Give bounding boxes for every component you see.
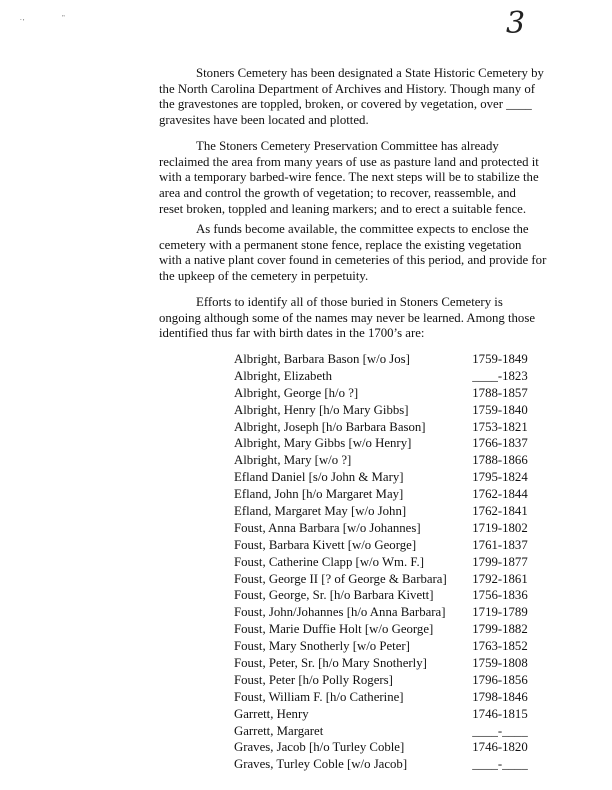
burial-dates: 1761-1837: [472, 537, 528, 552]
burial-dates: ____-1823: [472, 368, 528, 383]
burial-name: Graves, Turley Coble [w/o Jacob]: [234, 757, 408, 772]
burial-name: Foust, Barbara Kivett [w/o George]: [234, 537, 417, 552]
paragraph-line: reclaimed the area from many years of use as pasture land and protected it: [159, 154, 539, 169]
paragraph-line: with a native plant cover found in cemeteries of this period, and provide for: [159, 253, 547, 268]
burial-dates: 1762-1841: [472, 504, 528, 519]
burial-name: Graves, Jacob [h/o Turley Coble]: [234, 740, 405, 755]
burial-name: Efland Daniel [s/o John & Mary]: [234, 470, 404, 485]
scan-speck-right: ": [62, 14, 66, 22]
burial-name: Efland, Margaret May [w/o John]: [234, 504, 407, 519]
list-item: [234, 572, 564, 589]
burial-dates: 1753-1821: [472, 419, 528, 434]
paragraph-funds: [159, 222, 559, 285]
burial-dates: 1762-1844: [472, 487, 528, 502]
list-item: [234, 487, 564, 504]
list-item: [234, 403, 564, 420]
burial-name: Foust, Catherine Clapp [w/o Wm. F.]: [234, 554, 424, 569]
paragraph-line: As funds become available, the committee expects to enclose the: [196, 222, 529, 236]
list-item: [234, 386, 564, 403]
paragraph-designation: [159, 66, 559, 129]
burial-name: Foust, John/Johannes [h/o Anna Barbara]: [234, 605, 446, 620]
burial-dates: 1799-1882: [472, 622, 528, 637]
list-item: [234, 690, 564, 707]
list-item: [234, 521, 564, 538]
list-item: [234, 673, 564, 690]
burial-name: Efland, John [h/o Margaret May]: [234, 487, 404, 502]
paragraph-line: Stoners Cemetery has been designated a State Historic Cemetery by: [196, 66, 544, 80]
burial-dates: 1799-1877: [472, 554, 528, 569]
paragraph-line: with a temporary barbed-wire fence. The next steps will be to stabilize the: [159, 170, 539, 185]
burial-dates: 1719-1789: [472, 605, 528, 620]
list-item: [234, 707, 564, 724]
burial-dates: 1763-1852: [472, 639, 528, 654]
burial-name: Albright, Henry [h/o Mary Gibbs]: [234, 402, 409, 417]
list-item: [234, 724, 564, 741]
paragraph-line: The Stoners Cemetery Preservation Committee has already: [196, 139, 499, 153]
burial-dates: 1788-1866: [472, 453, 528, 468]
burial-name: Foust, Mary Snotherly [w/o Peter]: [234, 639, 410, 654]
burial-name: Foust, George II [? of George & Barbara]: [234, 571, 447, 586]
list-item: [234, 622, 564, 639]
burial-name: Albright, Elizabeth: [234, 368, 333, 383]
burial-name: Albright, George [h/o ?]: [234, 385, 359, 400]
burial-dates: 1796-1856: [472, 672, 528, 687]
list-item: [234, 605, 564, 622]
burial-dates: ____-____: [472, 723, 528, 738]
paragraph-line: identified thus far with birth dates in the 1700’s are:: [159, 326, 425, 341]
list-item: [234, 588, 564, 605]
list-item: [234, 436, 564, 453]
paragraph-efforts: [159, 295, 559, 342]
paragraph-line: the upkeep of the cemetery in perpetuity.: [159, 269, 369, 284]
burial-name: Albright, Barbara Bason [w/o Jos]: [234, 352, 410, 366]
paragraph-line: the gravestones are toppled, broken, or covered by vegetation, over ____: [159, 97, 532, 112]
burial-dates: 1759-1849: [472, 352, 528, 366]
burial-name: Albright, Mary [w/o ?]: [234, 453, 352, 468]
burial-dates: 1795-1824: [472, 470, 528, 485]
paragraph-line: ongoing although some of the names may never be learned. Among those: [159, 310, 535, 325]
page-number: 3: [506, 6, 526, 41]
burial-name: Foust, Peter, Sr. [h/o Mary Snotherly]: [234, 656, 427, 671]
paragraph-line: the North Carolina Department of Archives and History. Though many of: [159, 81, 536, 96]
burial-name: Foust, William F. [h/o Catherine]: [234, 689, 404, 704]
burial-name: Foust, Marie Duffie Holt [w/o George]: [234, 622, 434, 637]
list-item: [234, 453, 564, 470]
paragraph-line: gravesites have been located and plotted.: [159, 113, 369, 128]
burial-name: Foust, Anna Barbara [w/o Johannes]: [234, 520, 421, 535]
burial-name: Garrett, Henry: [234, 706, 309, 721]
list-item: [234, 420, 564, 437]
list-item: [234, 504, 564, 521]
paragraph-line: area and control the growth of vegetation; to recover, reassemble, and: [159, 186, 516, 201]
burial-dates: 1746-1815: [472, 706, 528, 721]
paragraph-line: reset broken, toppled and leaning markers; and to erect a suitable fence.: [159, 201, 527, 216]
burial-dates: 1746-1820: [472, 740, 528, 755]
paragraph-line: Efforts to identify all of those buried in Stoners Cemetery is: [196, 295, 503, 309]
burial-dates: 1766-1837: [472, 436, 528, 451]
list-item: [234, 369, 564, 386]
list-item: [234, 639, 564, 656]
burial-dates: 1798-1846: [472, 689, 528, 704]
scan-speck-left: .,: [20, 14, 26, 22]
burial-dates: 1719-1802: [472, 520, 528, 535]
list-item: [234, 757, 564, 774]
list-item: [234, 352, 564, 369]
burial-name: Foust, Peter [h/o Polly Rogers]: [234, 672, 393, 687]
burial-list: [234, 352, 564, 774]
list-item: [234, 538, 564, 555]
list-item: [234, 555, 564, 572]
burial-dates: 1788-1857: [472, 385, 528, 400]
paragraph-committee: [159, 139, 559, 218]
burial-dates: 1756-1836: [472, 588, 528, 603]
burial-name: Albright, Joseph [h/o Barbara Bason]: [234, 419, 426, 434]
list-item: [234, 656, 564, 673]
paragraph-line: cemetery with a permanent stone fence, replace the existing vegetation: [159, 237, 522, 252]
burial-dates: ____-____: [472, 757, 528, 772]
list-item: [234, 470, 564, 487]
burial-dates: 1792-1861: [472, 571, 528, 586]
list-item: [234, 740, 564, 757]
burial-name: Garrett, Margaret: [234, 723, 324, 738]
burial-dates: 1759-1840: [472, 402, 528, 417]
burial-dates: 1759-1808: [472, 656, 528, 671]
burial-name: Foust, George, Sr. [h/o Barbara Kivett]: [234, 588, 434, 603]
burial-name: Albright, Mary Gibbs [w/o Henry]: [234, 436, 412, 451]
